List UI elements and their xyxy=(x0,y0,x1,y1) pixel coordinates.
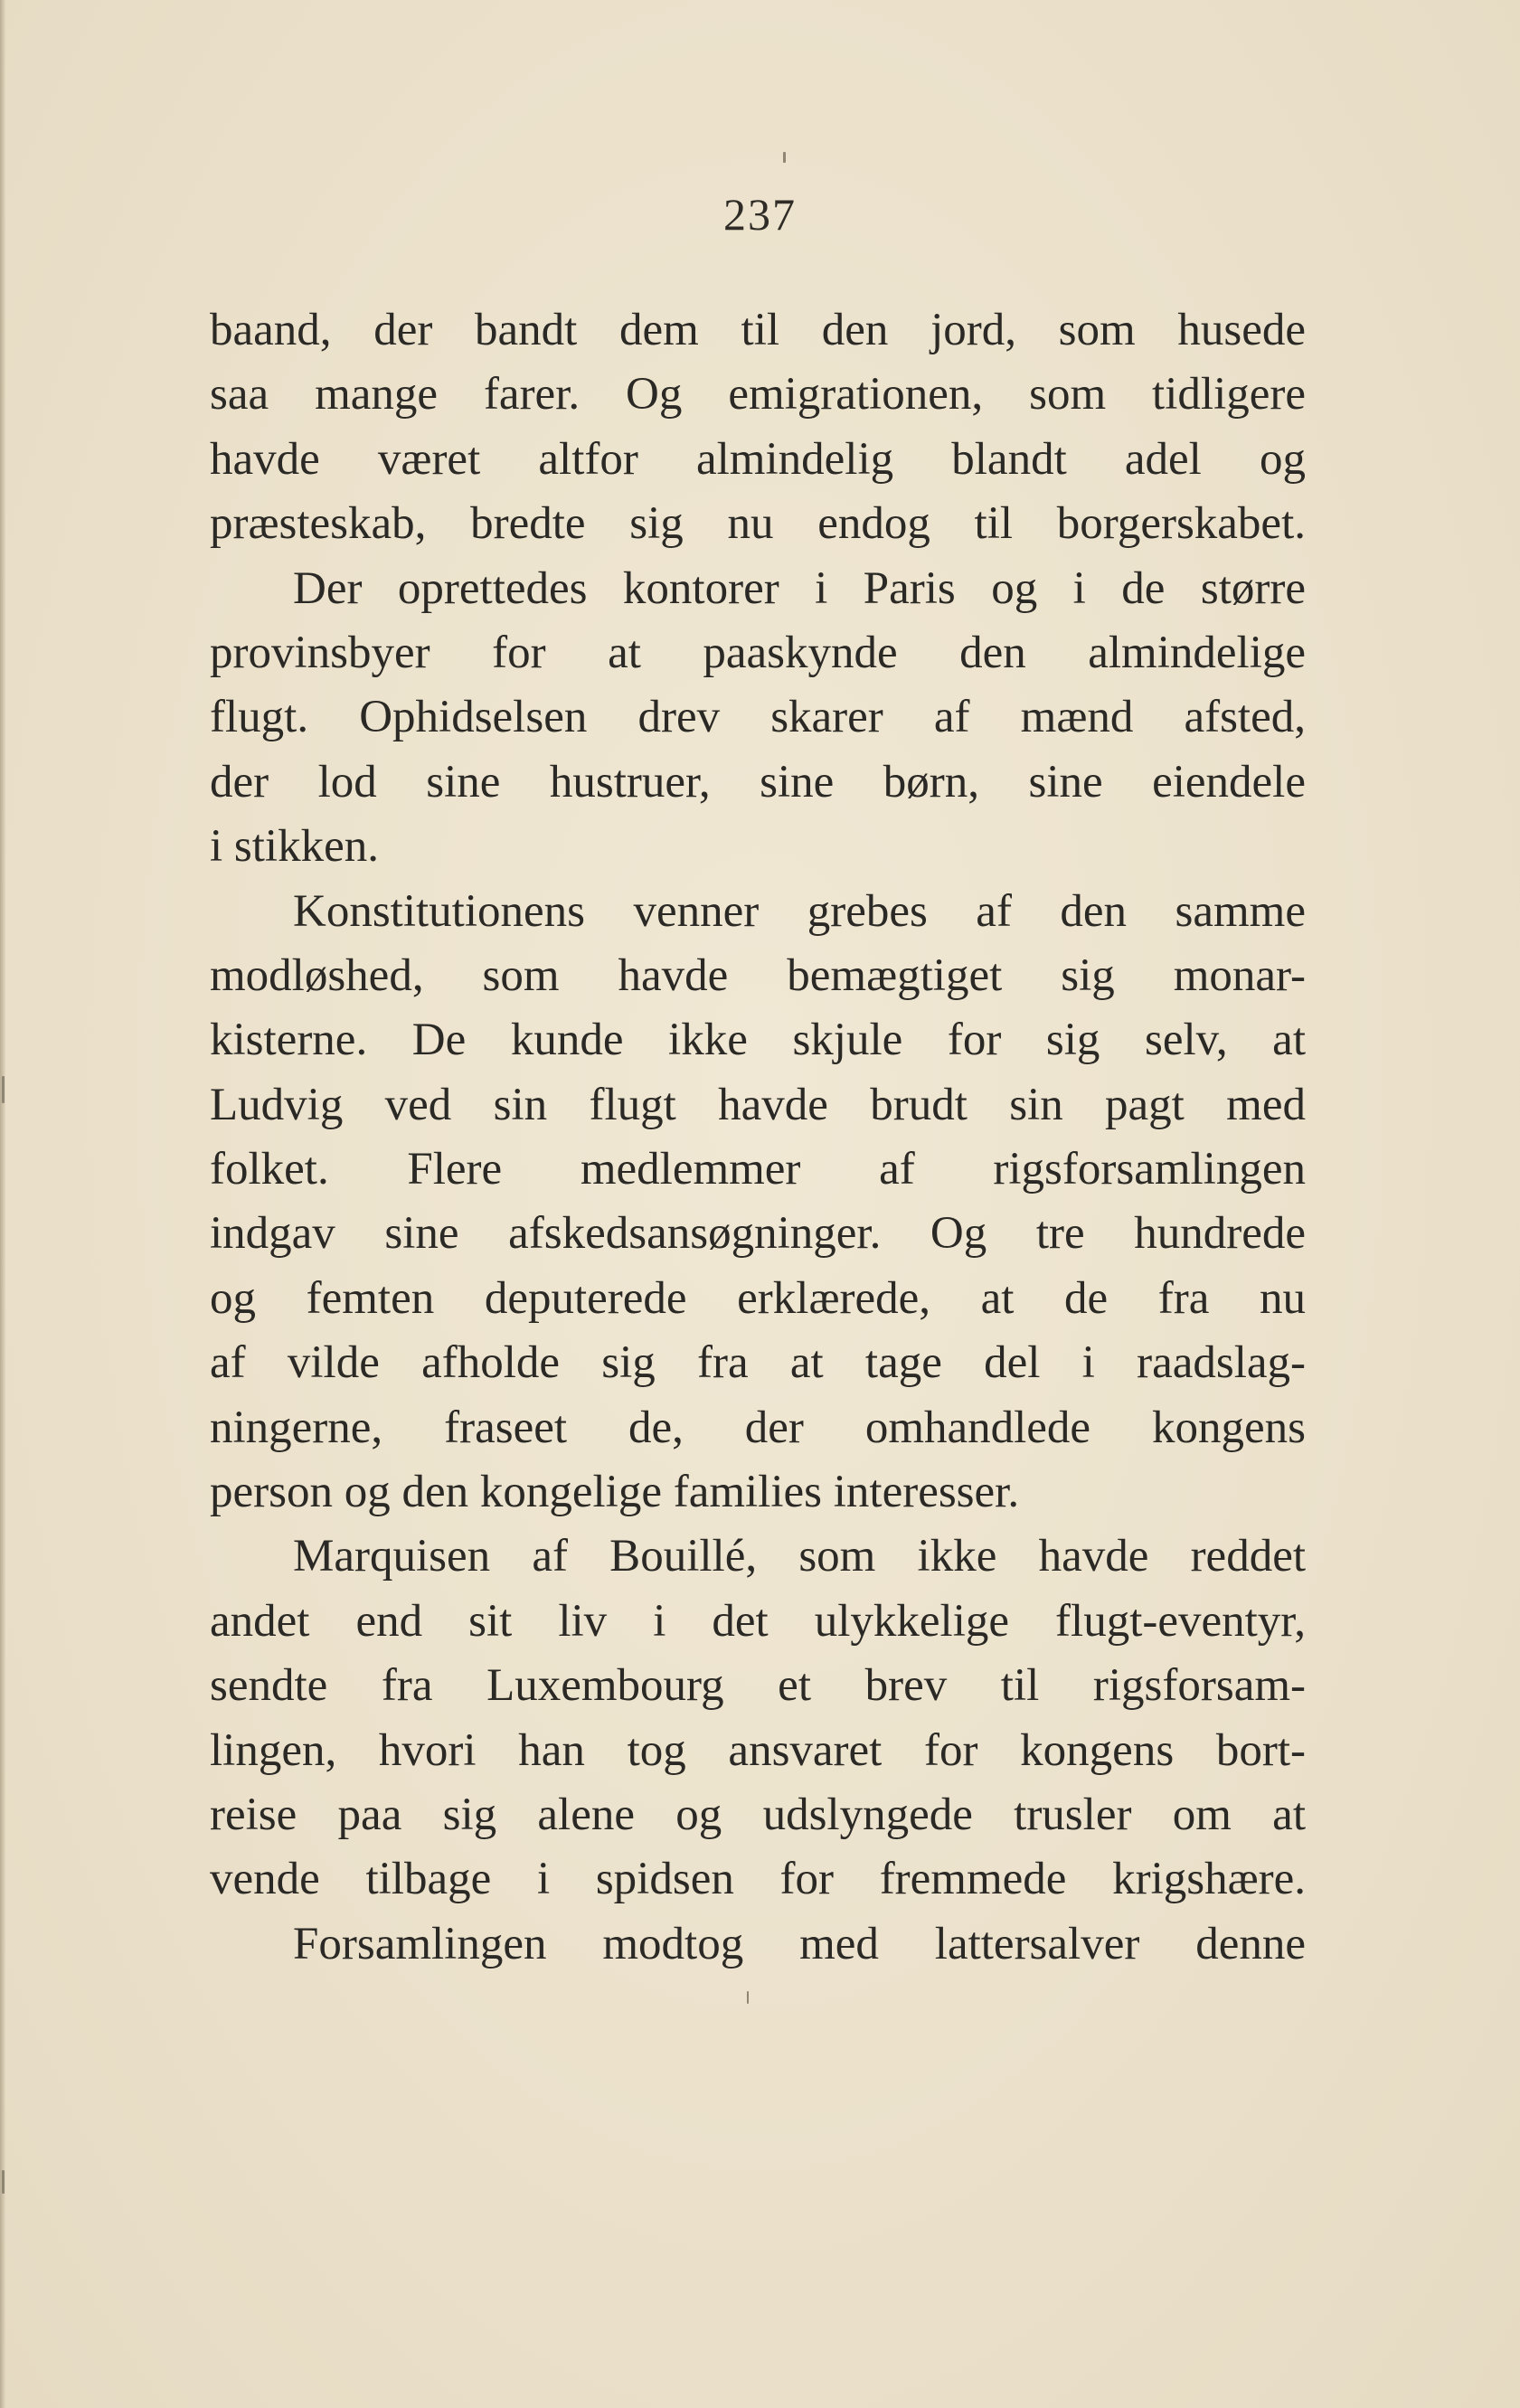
text-line: Forsamlingen modtog med lattersalver denne xyxy=(293,1918,1306,1969)
text-line: Marquisen af Bouillé, som ikke havde reddet xyxy=(293,1531,1306,1582)
paper-speck xyxy=(2,2170,5,2194)
text-line: folket. Flere medlemmer af rigsforsamlingen xyxy=(210,1144,1306,1195)
text-line: Ludvig ved sin flugt havde brudt sin pagt med xyxy=(210,1079,1306,1130)
text-line: i stikken. xyxy=(210,821,379,873)
paper-speck xyxy=(783,152,786,163)
text-line: der lod sine hustruer, sine børn, sine eiendele xyxy=(210,756,1306,807)
text-line: sendte fra Luxembourg et brev til rigsforsam- xyxy=(210,1660,1306,1712)
text-line: lingen, hvori han tog ansvaret for kongens bort- xyxy=(210,1724,1306,1776)
text-line: indgav sine afskedsansøgninger. Og tre hundrede xyxy=(210,1208,1306,1260)
text-line: og femten deputerede erklærede, at de fra nu xyxy=(210,1272,1306,1324)
text-line: havde været altfor almindelig blandt adel og xyxy=(210,433,1306,485)
text-line: vende tilbage i spidsen for fremmede krigshære. xyxy=(210,1854,1306,1905)
page-binding-edge xyxy=(0,0,5,2408)
text-line: Konstitutionens venner grebes af den samme xyxy=(293,885,1306,937)
text-line: modløshed, som havde bemægtiget sig monar- xyxy=(210,949,1306,1001)
text-line: andet end sit liv i det ulykkelige flugt-eventyr, xyxy=(210,1595,1306,1647)
text-line: ningerne, fraseet de, der omhandlede kongens xyxy=(210,1402,1306,1453)
text-line: person og den kongelige families interesser. xyxy=(210,1467,1020,1518)
page-number: 237 xyxy=(723,189,797,240)
text-line: baand, der bandt dem til den jord, som husede xyxy=(210,305,1306,355)
text-line: af vilde afholde sig fra at tage del i raadslag- xyxy=(210,1337,1306,1389)
text-line: Der oprettedes kontorer i Paris og i de større xyxy=(293,562,1306,614)
text-line: flugt. Ophidselsen drev skarer af mænd afsted, xyxy=(210,692,1306,743)
text-line: kisterne. De kunde ikke skjule for sig selv, at xyxy=(210,1015,1306,1066)
text-line: saa mange farer. Og emigrationen, som tidligere xyxy=(210,369,1306,420)
text-line: reise paa sig alene og udslyngede trusler om at xyxy=(210,1789,1306,1840)
paper-speck xyxy=(2,1076,5,1103)
paper-speck xyxy=(747,1991,749,2004)
text-line: præsteskab, bredte sig nu endog til borgerskabet. xyxy=(210,498,1306,550)
text-line: provinsbyer for at paaskynde den almindelige xyxy=(210,627,1306,678)
body-text xyxy=(210,298,1306,1977)
